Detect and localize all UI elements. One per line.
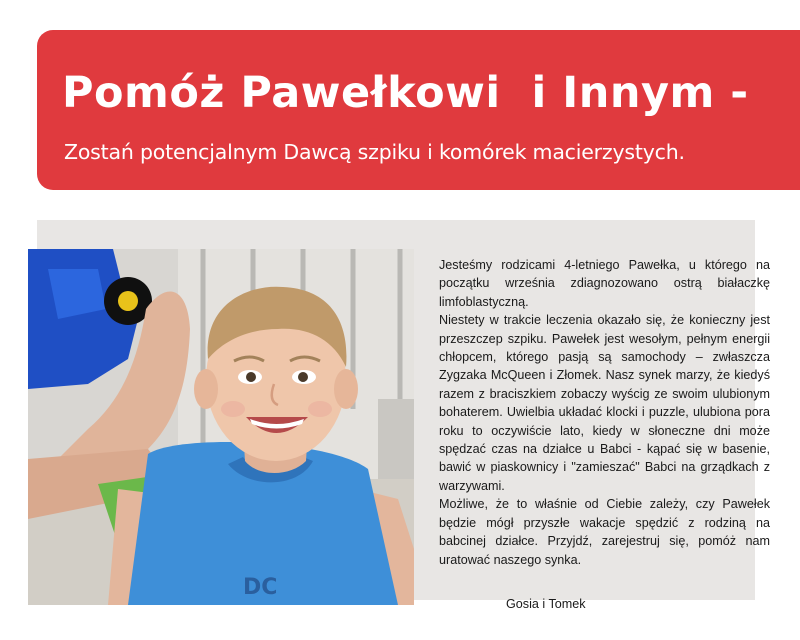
page-title: Pomóż Pawełkowi i Innym - — [62, 68, 749, 118]
shirt-print: DC — [243, 575, 278, 600]
story-paragraph-3: Możliwe, że to właśnie od Ciebie zależy, czy Pawełek będzie mógł przyszłe wakacje spędzić z rodziną na babcinej działce. Przyjdź, zarejestruj się, pomóż nam uratować naszego synka. — [439, 497, 770, 567]
story-text — [439, 256, 770, 569]
page-subtitle: Zostań potencjalnym Dawcą szpiku i komórek macierzystych. — [64, 140, 685, 164]
child-photo — [28, 249, 414, 605]
story-paragraph-2: Niestety w trakcie leczenia okazało się, że konieczny jest przeszczep szpiku. Pawełek jest wesołym, pełnym energii chłopcem, którego pasją są samochody – zwłaszcza Zygzaka McQueen i Złomek. Nasz synek marzy, że kiedyś razem z braciszkiem zobaczy wyścig ze swoim ulubionym bohaterem. Uwielbia układać klocki i puzzle, ulubiona pora roku to oczywiście lato, kiedy w słoneczne dni może spędzać czas na działce u Babci - kąpać się w basenie, bawić w piaskownicy i "zamieszać" Babci na grządkach z warzywami. — [439, 313, 770, 493]
story-paragraph-1: Jesteśmy rodzicami 4-letniego Pawełka, u którego na początku września zdiagnozowano ostrą białaczkę limfoblastyczną. — [439, 258, 770, 309]
signature: Gosia i Tomek — [506, 597, 586, 611]
